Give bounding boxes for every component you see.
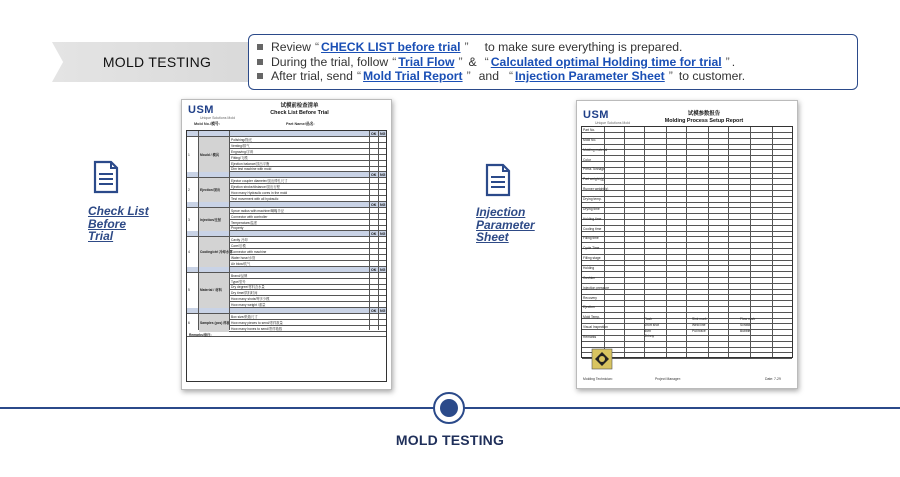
column-divider [229,131,230,330]
report-field: Injection pressure [583,285,610,290]
ok-label: OK [371,202,377,207]
visual-item: Flow mark [740,317,756,321]
report-field: Filling time [583,236,599,241]
report-field: Mold Temp. [583,315,600,320]
visual-item: Short shot [644,322,660,327]
checklist-item: Ejection balance/顶出平衡 [231,161,270,166]
ng-label: NG [380,173,386,178]
ok-label: OK [371,131,377,136]
sign-manager: Project Manager: [655,377,681,381]
checklist-item: Dry time/烘料时间 [231,291,258,296]
checklist-item: Type/型号 [231,279,246,284]
trial-flow-link[interactable]: Trial Flow [398,54,455,69]
doc-title-en: Check List Before Trial [270,110,329,116]
checklist-item: Sprue radius with machine/唧嘴半径 [231,208,284,213]
checklist-item: Connector with controller [231,214,268,219]
mold-no-label: Mold No./模号: [194,122,220,126]
instruction-text: During the trial, follow [271,54,389,69]
checklist-item: How many pieces to send/寄样数量 [231,320,283,325]
report-field: Drying temp. [583,197,602,202]
label-line: Injection [476,205,526,219]
part-photo [591,348,613,370]
checklist-item: Dry degree/材料含水量 [231,285,265,290]
bullet-icon [257,59,263,65]
ng-label: NG [380,267,386,272]
ok-label: OK [371,173,377,178]
checklist-item: How many shots/啤多少模 [231,297,270,302]
part-name-label: Part Name/品名: [286,122,315,126]
section-name: Mould / 模具 [200,152,220,157]
section-name: Material / 材料 [200,288,222,293]
instruction-text: to customer. [678,69,746,84]
ng-label: NG [380,308,386,313]
ok-label: OK [371,232,377,237]
section-number: 1 [188,152,190,157]
instruction-line-2: During the trial, follow “ Trial Flow ” & “ Calculated optimal Holding time for trial ” . [257,55,857,70]
report-document[interactable] [576,100,798,389]
report-field: Color [583,157,591,162]
checklist-item: Test movement with all hydraulic [231,196,279,201]
report-field: Part weight (g) [583,177,605,182]
checklist-item: Ejection stroke/distance/顶出行程 [231,185,280,190]
checklist-document[interactable] [181,99,392,390]
mold-trial-report-link[interactable]: Mold Trial Report [363,69,463,84]
checklist-item: Polishing/抛光 [231,137,252,142]
report-field: Cushion [583,275,596,280]
document-icon[interactable] [89,160,123,194]
column-divider [378,131,379,330]
checklist-item: Air blow/吹气 [231,261,251,266]
instruction-text: and [478,69,499,84]
report-field: Visual Inspection [583,325,608,330]
report-table [581,126,793,358]
holding-time-link[interactable]: Calculated optimal Holding time for trial [490,54,722,69]
label-line: Trial [88,229,114,243]
checklist-link[interactable]: CHECK LIST before trial [321,40,461,54]
section-number: 4 [188,249,190,254]
section-divider [187,331,386,337]
report-field: Ejection [583,305,595,310]
section-name: Ejection/顶出 [200,188,221,192]
checklist-item: Water hose/水管 [231,255,256,260]
timeline-label: MOLD TESTING [395,432,505,448]
checklist-item: Engraving/字码 [231,149,254,154]
report-field: Remarks [583,335,597,340]
visual-item: Scratch [740,322,752,327]
report-field: Runner weight(g) [583,187,609,192]
checklist-item: Connector with machine [231,250,267,254]
report-row [582,353,792,359]
section-number: 2 [188,188,190,192]
checklist-item: Brand/品牌 [231,273,248,278]
doc-title [252,103,347,117]
checklist-item: Temperature/温度 [231,220,258,225]
timeline-node-dot [440,399,458,417]
checklist-table [186,130,387,382]
column-divider [198,131,199,330]
doc-title-en: Molding Process Setup Report [664,118,744,124]
checklist-item: Dim test machine with mold [231,167,272,172]
report-field: Drying time [583,206,600,211]
checklist-item: Box size/纸箱尺寸 [231,314,258,319]
doc-title [649,111,759,125]
sign-technician: Molding Technician: [583,377,613,381]
report-field: Part No. [583,128,596,132]
instruction-text: to make sure everything is prepared. [484,40,683,54]
report-field: Mold No. [583,137,597,142]
visual-item: Weld line [692,322,706,327]
checklist-item: Venting/排气 [231,143,250,148]
bullet-icon [257,44,263,50]
checklist-item: How many boxes to send/寄样箱数 [231,326,283,331]
visual-item: Burn [644,328,651,333]
logo-subtitle: Unique Solutions Mold [595,121,631,125]
report-field: Cycle Time [583,246,600,251]
report-field: Molding material [583,147,608,152]
visual-item: Pull trace [692,328,706,333]
report-field: Holding [583,266,595,271]
checklist-item: Fitting/飞模 [231,155,248,160]
label-line: Parameter [476,217,535,232]
report-field: Recovery [583,295,597,300]
section-number: 5 [188,288,190,293]
remarks-label: Remarks/备注: [189,332,212,337]
page-title: MOLD TESTING [102,54,212,70]
report-field: Press Tonnage [583,167,605,172]
visual-item: Sink mark [692,317,707,321]
usm-logo: USM [188,104,214,116]
label-line: Sheet [476,230,509,244]
visual-item: Bubble [740,328,751,333]
section-name: Cooling/ctrl 冷却水路 [200,249,233,254]
logo-subtitle: Unique Solutions Mold [200,116,236,120]
instruction-text: Review [271,40,311,54]
doc-title-cn: 试模参数报告 [687,111,721,117]
instruction-text: . [731,54,736,69]
label-line: Check List [88,204,149,218]
checklist-item: How many weight /重量 [231,303,266,308]
ng-label: NG [380,131,386,136]
visual-item: Shinny [644,334,655,339]
doc-title-cn: 试模前检查清单 [280,103,319,109]
instruction-line-3: After trial, send “ Mold Trial Report ” and “ Injection Parameter Sheet ” to customer. [257,69,857,84]
sign-date: Date: 7-29 [765,377,781,381]
checklist-item: How many Hydraulic cores in the mold [231,191,288,195]
section-number: 6 [188,320,190,325]
column-divider [369,131,370,330]
instruction-text: After trial, send [271,69,353,84]
bullet-icon [257,73,263,79]
section-number: 3 [188,217,190,222]
ok-label: OK [371,267,377,272]
visual-item: Flash [644,317,653,321]
instruction-line-1: Review “ CHECK LIST before trial ” to make sure everything is prepared. [257,40,857,55]
column-divider [624,127,625,357]
parameter-sheet-label[interactable] [476,206,556,244]
ok-label: OK [371,308,377,313]
report-field: Cooling time [583,226,602,231]
instruction-box [248,34,858,90]
document-icon[interactable] [481,163,515,197]
ng-label: NG [380,202,386,207]
injection-parameter-link[interactable]: Injection Parameter Sheet [515,69,665,84]
checklist-item: Property [231,226,244,231]
instruction-text: & [468,54,477,69]
checklist-label[interactable] [88,205,168,243]
section-name: Injection/注射 [200,217,222,222]
report-field: Holding time [583,216,602,221]
label-line: Before [88,216,127,231]
checklist-item: Core/后模 [231,244,246,249]
ng-label: NG [380,232,386,237]
checklist-item: Cavity 冷却 [231,238,248,243]
usm-logo: USM [583,109,609,121]
section-name: Samples (pcs) 样板 [200,320,230,325]
checklist-item: Ejector coupler diameter/顶出棒孔尺寸 [231,179,288,184]
report-field: Filling stage [583,256,601,261]
